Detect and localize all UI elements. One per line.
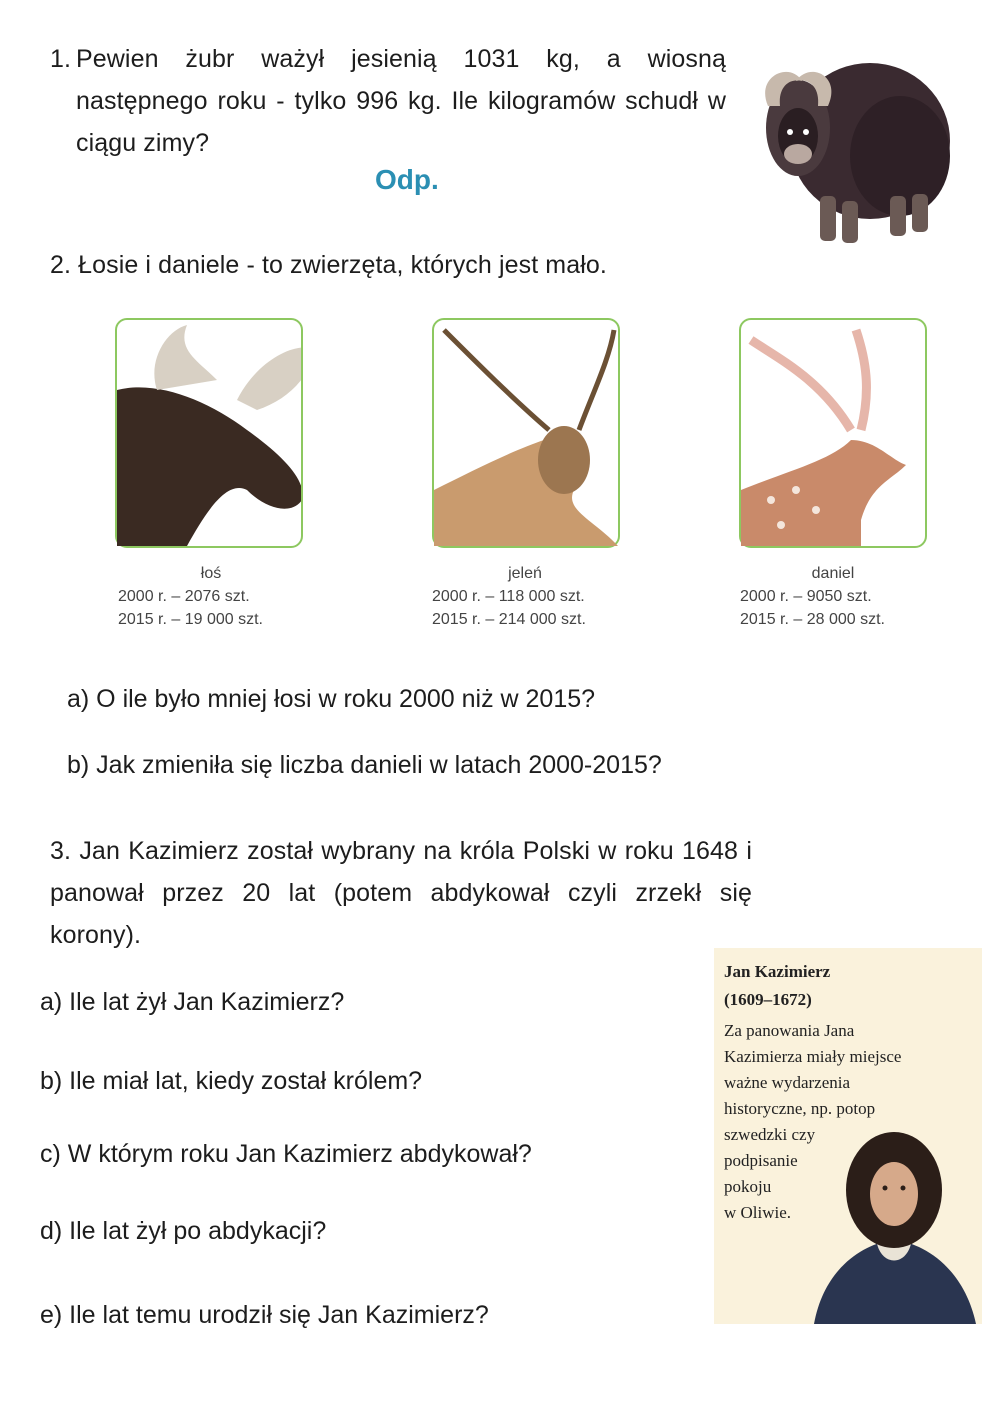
deer-illustration — [434, 320, 618, 546]
deer-count-2000: 2000 r. – 118 000 szt. — [432, 588, 585, 605]
infobox-line: w Oliwie. — [724, 1203, 792, 1222]
infobox-years: (1609–1672) — [724, 990, 812, 1009]
deer-name: jeleń — [508, 565, 542, 582]
infobox-line: historyczne, np. potop — [724, 1099, 876, 1118]
infobox-line: podpisanie — [724, 1151, 798, 1170]
infobox-line: Za panowania Jana — [724, 1021, 855, 1040]
task3-question-d: d) Ile lat żył po abdykacji? — [40, 1217, 327, 1245]
infobox-line: szwedzki czy — [724, 1125, 816, 1144]
moose-caption — [118, 562, 304, 631]
deer-count-2015: 2015 r. – 214 000 szt. — [432, 611, 586, 628]
fallow-deer-count-2015: 2015 r. – 28 000 szt. — [740, 611, 885, 628]
bison-illustration — [750, 36, 955, 246]
fallow-deer-card — [739, 318, 927, 548]
fallow-deer-caption — [740, 562, 926, 631]
infobox-line: Kazimierza miały miejsce — [724, 1047, 902, 1066]
moose-card — [115, 318, 303, 548]
moose-name: łoś — [200, 565, 222, 582]
infobox-header — [724, 958, 830, 1014]
fallow-deer-count-2000: 2000 r. – 9050 szt. — [740, 588, 872, 605]
moose-count-2015: 2015 r. – 19 000 szt. — [118, 611, 263, 628]
infobox-line: pokoju — [724, 1177, 772, 1196]
task3-question: 3. Jan Kazimierz został wybrany na króla Polski w roku 1648 i panował przez 20 lat (potem abdykował czyli zrzekł się korony). — [50, 837, 752, 949]
moose-count-2000: 2000 r. – 2076 szt. — [118, 588, 250, 605]
jan-kazimierz-infobox — [714, 948, 982, 1324]
king-portrait — [804, 1128, 982, 1324]
task1-question — [50, 38, 726, 164]
task3-question-c: c) W którym roku Jan Kazimierz abdykował? — [40, 1140, 532, 1168]
deer-caption — [432, 562, 618, 631]
infobox-name: Jan Kazimierz — [724, 962, 831, 981]
task1-number: 1. — [50, 45, 72, 73]
fallow-deer-name: daniel — [811, 565, 855, 582]
deer-card — [432, 318, 620, 548]
task3-question-e: e) Ile lat temu urodził się Jan Kazimierz? — [40, 1301, 489, 1329]
answer-label: Odp. — [375, 164, 439, 195]
task1-text: Pewien żubr ważył jesienią 1031 kg, a wiosną następnego roku - tylko 996 kg. Ile kilogramów schudł w ciągu zimy? — [76, 45, 726, 157]
task2-question-b: b) Jak zmieniła się liczba danieli w latach 2000-2015? — [67, 751, 662, 779]
moose-illustration — [117, 320, 301, 546]
task2-question: 2. Łosie i daniele - to zwierzęta, których jest mało. — [50, 251, 607, 279]
task2-question-a: a) O ile było mniej łosi w roku 2000 niż w 2015? — [67, 685, 596, 713]
infobox-line: ważne wydarzenia — [724, 1073, 851, 1092]
task3-question-b: b) Ile miał lat, kiedy został królem? — [40, 1067, 423, 1095]
task3-question-a: a) Ile lat żył Jan Kazimierz? — [40, 988, 345, 1016]
fallow-deer-illustration — [741, 320, 925, 546]
